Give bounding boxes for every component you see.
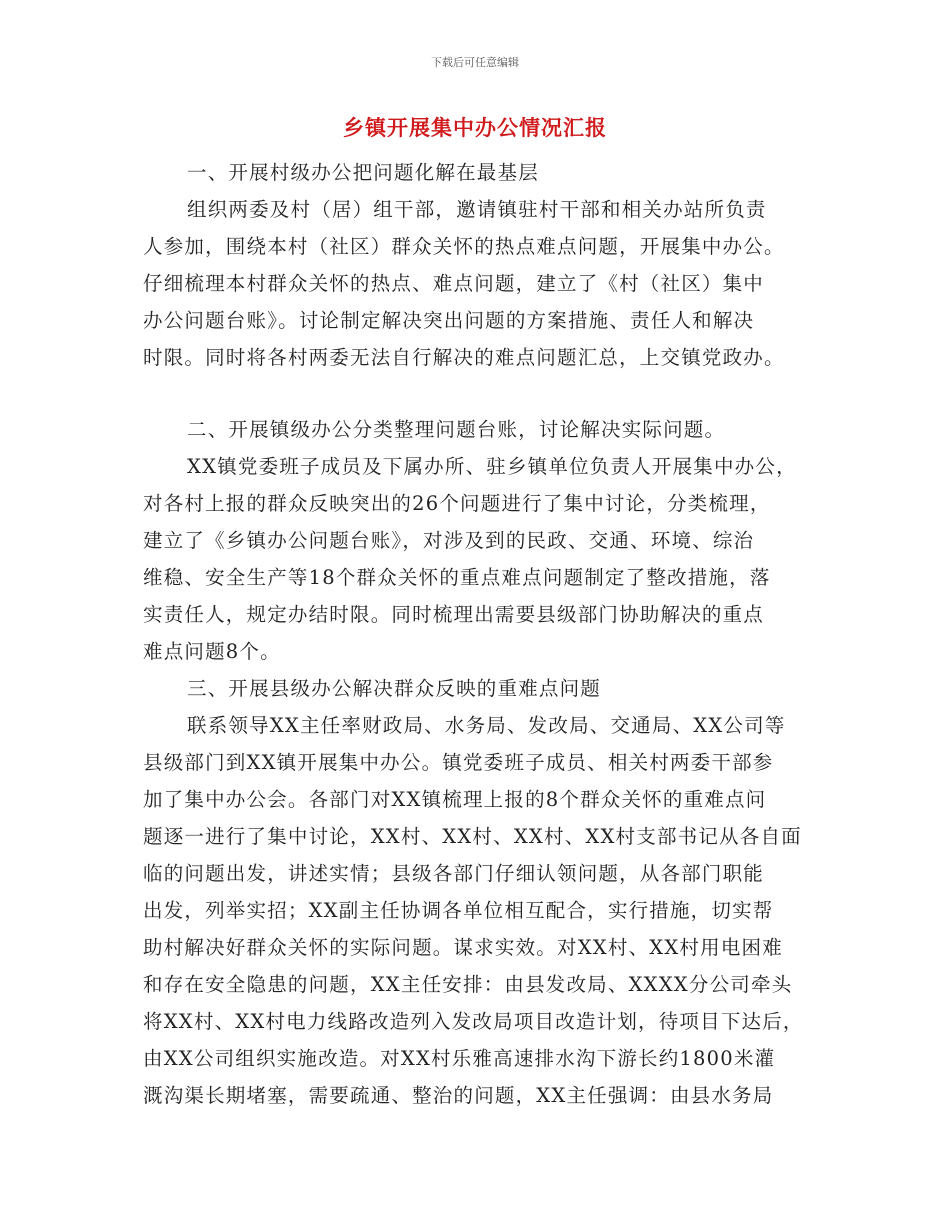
paragraph-line: 仔细梳理本村群众关怀的热点、难点问题，建立了《村（社区）集中 xyxy=(143,272,765,295)
paragraph-line: 组织两委及村（居）组干部，邀请镇驻村干部和相关办站所负责 xyxy=(187,198,767,221)
paragraph-line: 办公问题台账》。讨论制定解决突出问题的方案措施、责任人和解决 xyxy=(143,309,755,332)
paragraph-line: 和存在安全隐患的问题，XX主任安排：由县发改局、XXXX分公司牵头 xyxy=(143,973,793,996)
paragraph-line: 时限。同时将各村两委无法自行解决的难点问题汇总，上交镇党政办。 xyxy=(143,346,785,369)
paragraph-line: 维稳、安全生产等18个群众关怀的重点难点问题制定了整改措施，落 xyxy=(143,566,771,589)
document-title: 乡镇开展集中办公情况汇报 xyxy=(343,115,607,140)
paragraph-line: 出发，列举实招；XX副主任协调各单位相互配合，实行措施，切实帮 xyxy=(143,899,774,922)
paragraph-line: 难点问题8个。 xyxy=(143,640,281,663)
paragraph-line: 实责任人，规定办结时限。同时梳理出需要县级部门协助解决的重点 xyxy=(143,603,765,626)
paragraph-line: 临的问题出发，讲述实情；县级各部门仔细认领问题，从各部门职能 xyxy=(143,862,765,885)
paragraph-line: 县级部门到XX镇开展集中办公。镇党委班子成员、相关村两委干部参 xyxy=(143,751,774,774)
page-header-note: 下载后可任意编辑 xyxy=(431,56,519,69)
paragraph-line: 建立了《乡镇办公问题台账》，对涉及到的民政、交通、环境、综治 xyxy=(143,529,755,552)
section-heading-3: 三、开展县级办公解决群众反映的重难点问题 xyxy=(187,677,602,700)
paragraph-line: 将XX村、XX村电力线路改造列入发改局项目改造计划，待项目下达后， xyxy=(143,1010,804,1033)
paragraph-line: 题逐一进行了集中讨论，XX村、XX村、XX村、XX村支部书记从各自面 xyxy=(143,825,802,848)
paragraph-line: 由XX公司组织实施改造。对XX村乐雅高速排水沟下游长约1800米灌 xyxy=(143,1047,776,1070)
section-heading-1: 一、开展村级办公把问题化解在最基层 xyxy=(187,161,539,184)
paragraph-line: 加了集中办公会。各部门对XX镇梳理上报的8个群众关怀的重难点问 xyxy=(143,788,767,811)
paragraph-line: XX镇党委班子成员及下属办所、驻乡镇单位负责人开展集中办公， xyxy=(187,455,797,478)
paragraph-line: 溉沟渠长期堵塞，需要疏通、整治的问题，XX主任强调：由县水务局 xyxy=(143,1084,774,1107)
paragraph-line: 对各村上报的群众反映突出的26个问题进行了集中讨论，分类梳理， xyxy=(143,492,771,515)
paragraph-line: 助村解决好群众关怀的实际问题。谋求实效。对XX村、XX村用电困难 xyxy=(143,936,783,959)
paragraph-line: 人参加，围绕本村（社区）群众关怀的热点难点问题，开展集中办公。 xyxy=(143,235,785,258)
section-heading-2: 二、开展镇级办公分类整理问题台账，讨论解决实际问题。 xyxy=(187,418,726,441)
paragraph-line: 联系领导XX主任率财政局、水务局、发改局、交通局、XX公司等 xyxy=(187,714,786,737)
